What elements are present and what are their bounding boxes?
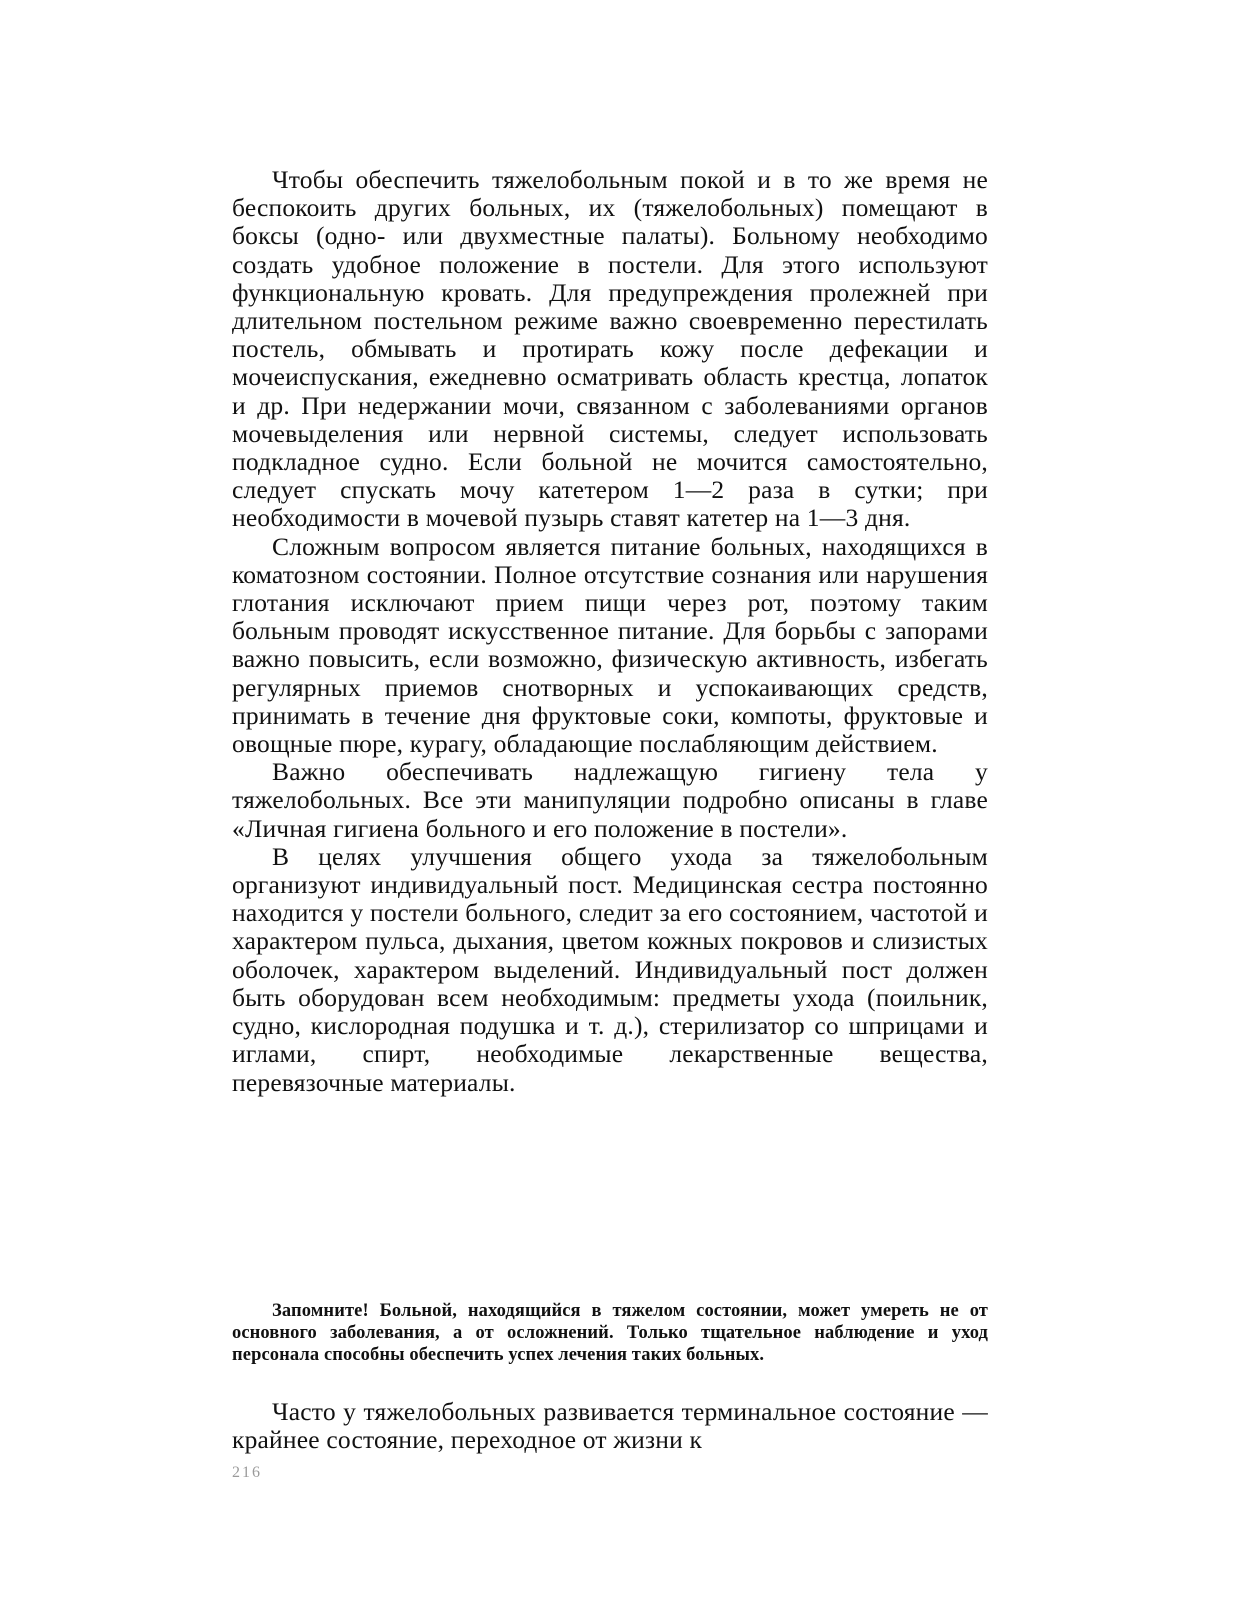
paragraph-terminal-state: Часто у тяжелобольных развивается терминальное состояние — крайнее состояние, переходное от жизни к [232,1397,988,1455]
closing-text-block [232,1398,988,1454]
paragraph-bedridden-care: Чтобы обеспечить тяжелобольным покой и в то же время не беспокоить других больных, их (тяжелобольных) помещают в боксы (одно- или двухместные палаты). Больному необходимо создать удобное положение в постели. Для этого используют функциональную кровать. Для предупреждения пролежней при длительном постельном режиме важно своевременно перестилать постель, обмывать и протирать кожу после дефекации и мочеиспускания, ежедневно осматривать область крестца, лопаток и др. При недержании мочи, связанном с заболеваниями органов мочевыделения или нервной системы, следует использовать подкладное судно. Если больной не мочится самостоятельно, следует спускать мочу катетером 1—2 раза в сутки; при необходимости в мочевой пузырь ставят катетер на 1—3 дня. [232,165,988,533]
paragraph-nutrition: Сложным вопросом является питание больных, находящихся в коматозном состоянии. Полное отсутствие сознания или нарушения глотания исключают прием пищи через рот, поэтому таким больным проводят искусственное питание. Для борьбы с запорами важно повысить, если возможно, физическую активность, избегать регулярных приемов снотворных и успокаивающих средств, принимать в течение дня фруктовые соки, компоты, фруктовые и овощные пюре, курагу, обладающие послабляющим действием. [232,531,988,759]
remember-note-block [232,1300,988,1366]
remember-note: Запомните! Больной, находящийся в тяжелом состоянии, может умереть не от основного заболевания, а от осложнений. Только тщательное наблюдение и уход персонала способны обеспечить успех лечения таких больных. [232,1301,988,1365]
page-number: 216 [232,1464,262,1481]
paragraph-hygiene: Важно обеспечивать надлежащую гигиену тела у тяжелобольных. Все эти манипуляции подробно описаны в главе «Личная гигиена больного и его положение в постели». [232,757,988,843]
paragraph-individual-post: В целях улучшения общего ухода за тяжелобольным организуют индивидуальный пост. Медицинская сестра постоянно находится у постели больного, следит за его состоянием, частотой и характером пульса, дыхания, цветом кожных покровов и слизистых оболочек, характером выделений. Индивидуальный пост должен быть оборудован всем необходимым: предметы ухода (поильник, судно, кислородная подушка и т. д.), стерилизатор со шприцами и иглами, спирт, необходимые лекарственные вещества, перевязочные материалы. [232,841,988,1097]
main-text-block [232,166,988,1097]
